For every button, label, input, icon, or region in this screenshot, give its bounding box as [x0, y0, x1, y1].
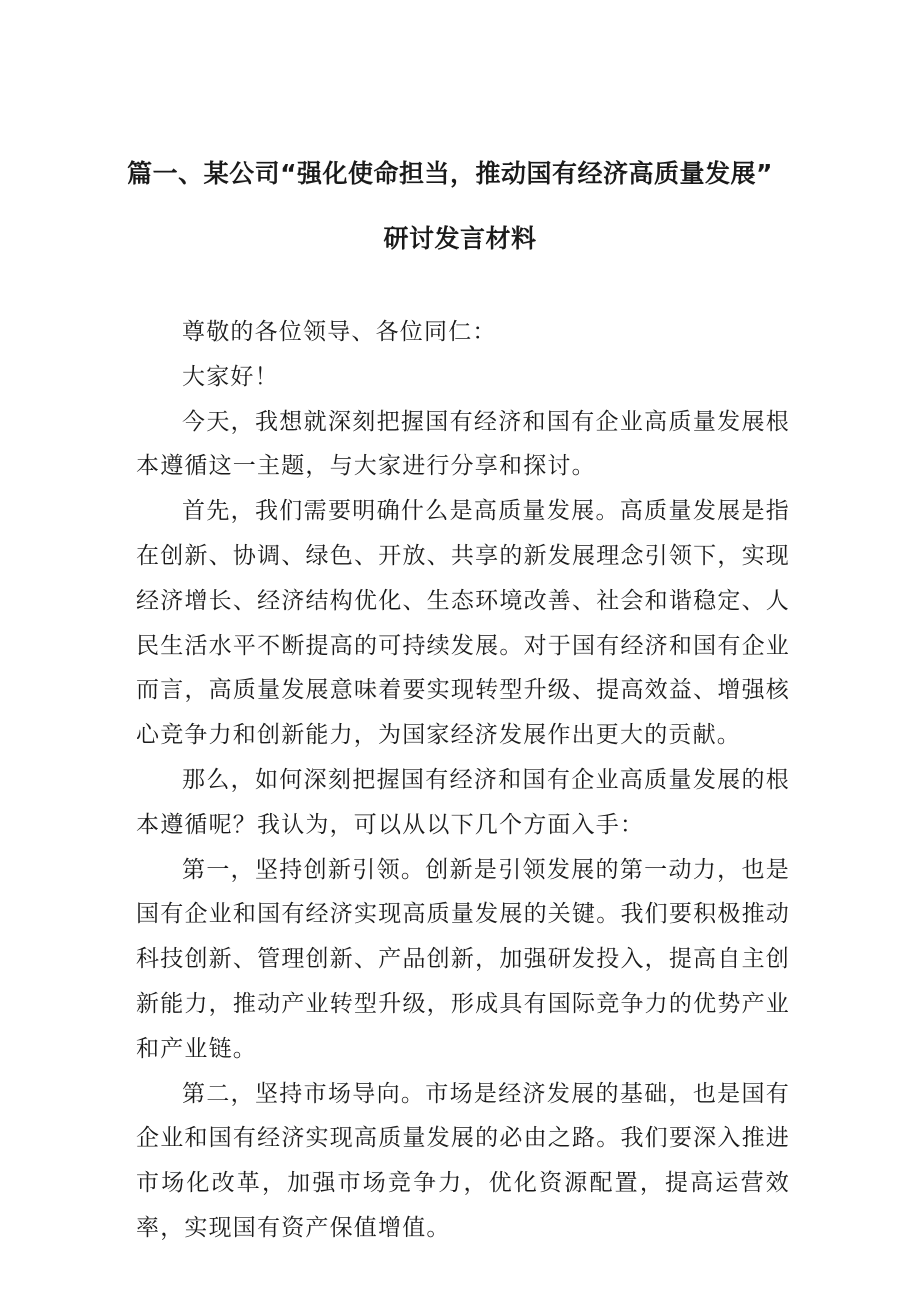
paragraph-greeting: 大家好！	[182, 363, 279, 390]
paragraph-question: 那么，如何深刻把握国有经济和国有企业高质量发展的根本遵循呢？我认为，可以从以下几个方面入手：	[136, 766, 790, 838]
paragraph-point-two: 第二，坚持市场导向。市场是经济发展的基础，也是国有企业和国有经济实现高质量发展的必由之路。我们要深入推进市场化改革，加强市场竞争力，优化资源配置，提高运营效率，实现国有资产保值增值。	[136, 1080, 790, 1241]
paragraph-definition: 首先，我们需要明确什么是高质量发展。高质量发展是指在创新、协调、绿色、开放、共享的新发展理念引领下，实现经济增长、经济结构优化、生态环境改善、社会和谐稳定、人民生活水平不断提高的可持续发展。对于国有经济和国有企业而言，高质量发展意味着要实现转型升级、提高效益、增强核心竞争力和创新能力，为国家经济发展作出更大的贡献。	[136, 498, 790, 749]
document-title: 篇一、某公司“强化使命担当，推动国有经济高质量发展”	[127, 159, 773, 188]
document-subtitle: 研讨发言材料	[383, 224, 537, 253]
paragraph-salutation: 尊敬的各位领导、各位同仁：	[182, 319, 497, 345]
document-body	[136, 310, 790, 1251]
paragraph-intro: 今天，我想就深刻把握国有经济和国有企业高质量发展根本遵循这一主题，与大家进行分享和探讨。	[136, 408, 790, 480]
paragraph-point-one: 第一，坚持创新引领。创新是引领发展的第一动力，也是国有企业和国有经济实现高质量发展的关键。我们要积极推动科技创新、管理创新、产品创新，加强研发投入，提高自主创新能力，推动产业转型升级，形成具有国际竞争力的优势产业和产业链。	[136, 856, 790, 1062]
